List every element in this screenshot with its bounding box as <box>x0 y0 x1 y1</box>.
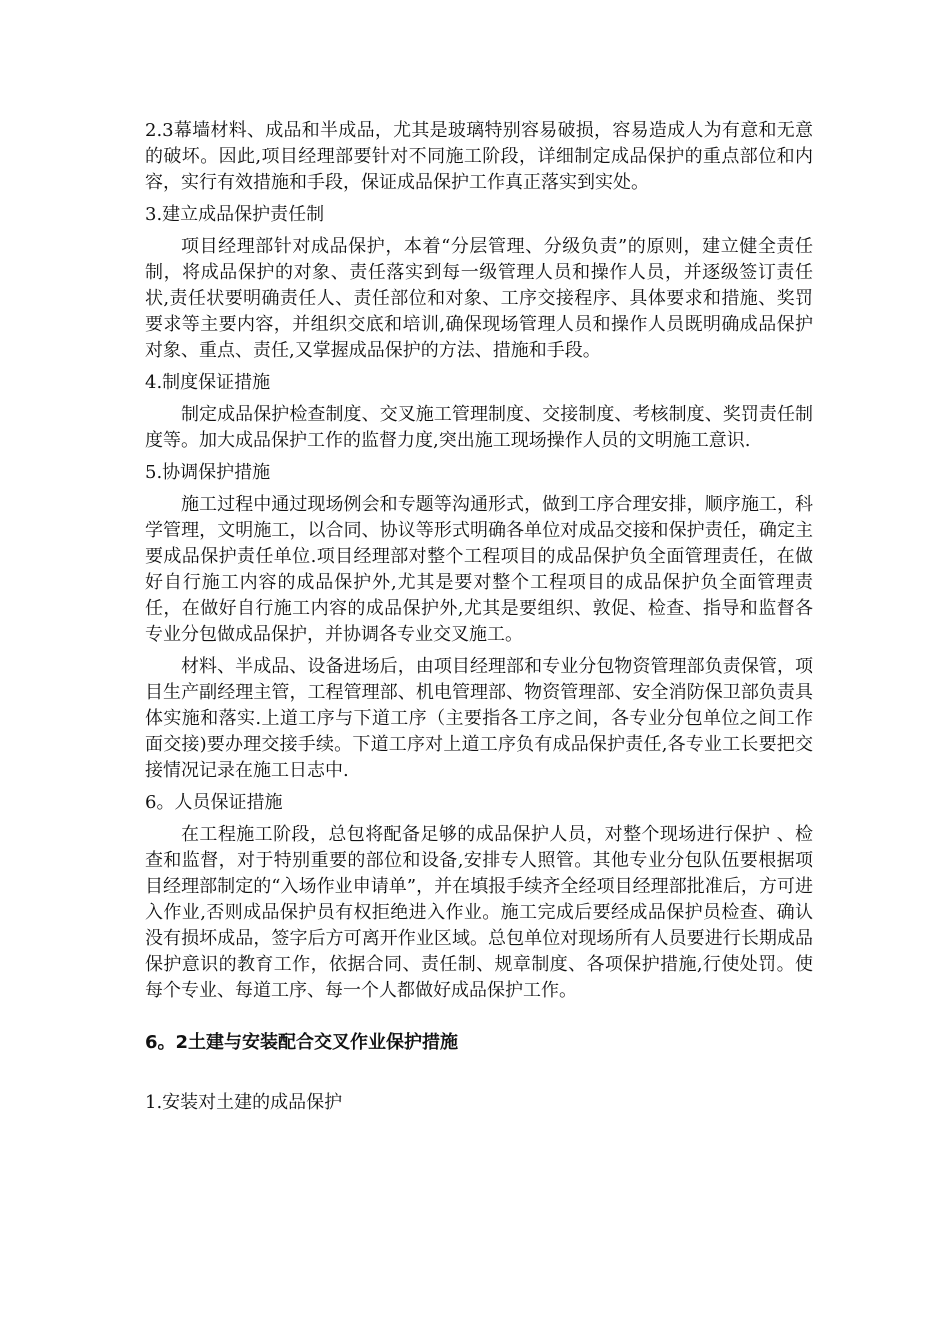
paragraph-system-measures: 制定成品保护检查制度、交叉施工管理制度、交接制度、考核制度、奖罚责任制度等。加大成品保护工作的监督力度,突出施工现场操作人员的文明施工意识. <box>145 404 813 451</box>
section-title: 6。2土建与安装配合交叉作业保护措施 <box>145 1032 459 1053</box>
paragraph-personnel-measures: 在工程施工阶段，总包将配备足够的成品保护人员，对整个现场进行保护 、检查和监督，对于特别重要的部位和设备,安排专人照管。其他专业分包队伍要根据项目经理部制定的“入场作业申请单”，并在填报手续齐全经项目经理部批准后，方可进入作业,否则成品保护员有权拒绝进入作业。施工完成后要经成品保护员检查、确认没有损坏成品，签字后方可离开作业区域。总包单位对现场所有人员要进行长期成品保护意识的教育工作，依据合同、责任制、规章制度、各项保护措施,行使处罚。使每个专业、每道工序、每一个人都做好成品保护工作。 <box>145 824 813 1001</box>
subheading-installation-protection: 1.安装对土建的成品保护 <box>145 1092 343 1113</box>
heading-responsibility-system: 3.建立成品保护责任制 <box>145 204 325 225</box>
heading-coordination-measures: 5.协调保护措施 <box>145 462 271 483</box>
heading-system-measures: 4.制度保证措施 <box>145 372 271 393</box>
document-page <box>145 118 813 1116</box>
heading-personnel-measures: 6。人员保证措施 <box>145 792 283 813</box>
paragraph-responsibility-system: 项目经理部针对成品保护，本着“分层管理、分级负责”的原则，建立健全责任制，将成品保护的对象、责任落实到每一级管理人员和操作人员，并逐级签订责任状,责任状要明确责任人、责任部位和对象、工序交接程序、具体要求和措施、奖罚要求等主要内容，并组织交底和培训,确保现场管理人员和操作人员既明确成品保护对象、重点、责任,又掌握成品保护的方法、措施和手段。 <box>145 236 813 361</box>
paragraph-coordination-1: 施工过程中通过现场例会和专题等沟通形式，做到工序合理安排，顺序施工，科学管理，文明施工，以合同、协议等形式明确各单位对成品交接和保护责任，确定主要成品保护责任单位.项目经理部对整个工程项目的成品保护负全面管理责任，在做好自行施工内容的成品保护外,尤其是要对整个工程项目的成品保护负全面管理责任，在做好自行施工内容的成品保护外,尤其是要组织、敦促、检查、指导和监督各专业分包做成品保护，并协调各专业交叉施工。 <box>145 494 813 645</box>
paragraph-curtain-wall: 2.3幕墙材料、成品和半成品，尤其是玻璃特别容易破损，容易造成人为有意和无意的破坏。因此,项目经理部要针对不同施工阶段，详细制定成品保护的重点部位和内容，实行有效措施和手段，保证成品保护工作真正落实到实处。 <box>145 120 813 193</box>
paragraph-coordination-2: 材料、半成品、设备进场后，由项目经理部和专业分包物资管理部负责保管，项目生产副经理主管，工程管理部、机电管理部、物资管理部、安全消防保卫部负责具体实施和落实.上道工序与下道工序（主要指各工序之间，各专业分包单位之间工作面交接)要办理交接手续。下道工序对上道工序负有成品保护责任,各专业工长要把交接情况记录在施工日志中. <box>145 656 813 781</box>
